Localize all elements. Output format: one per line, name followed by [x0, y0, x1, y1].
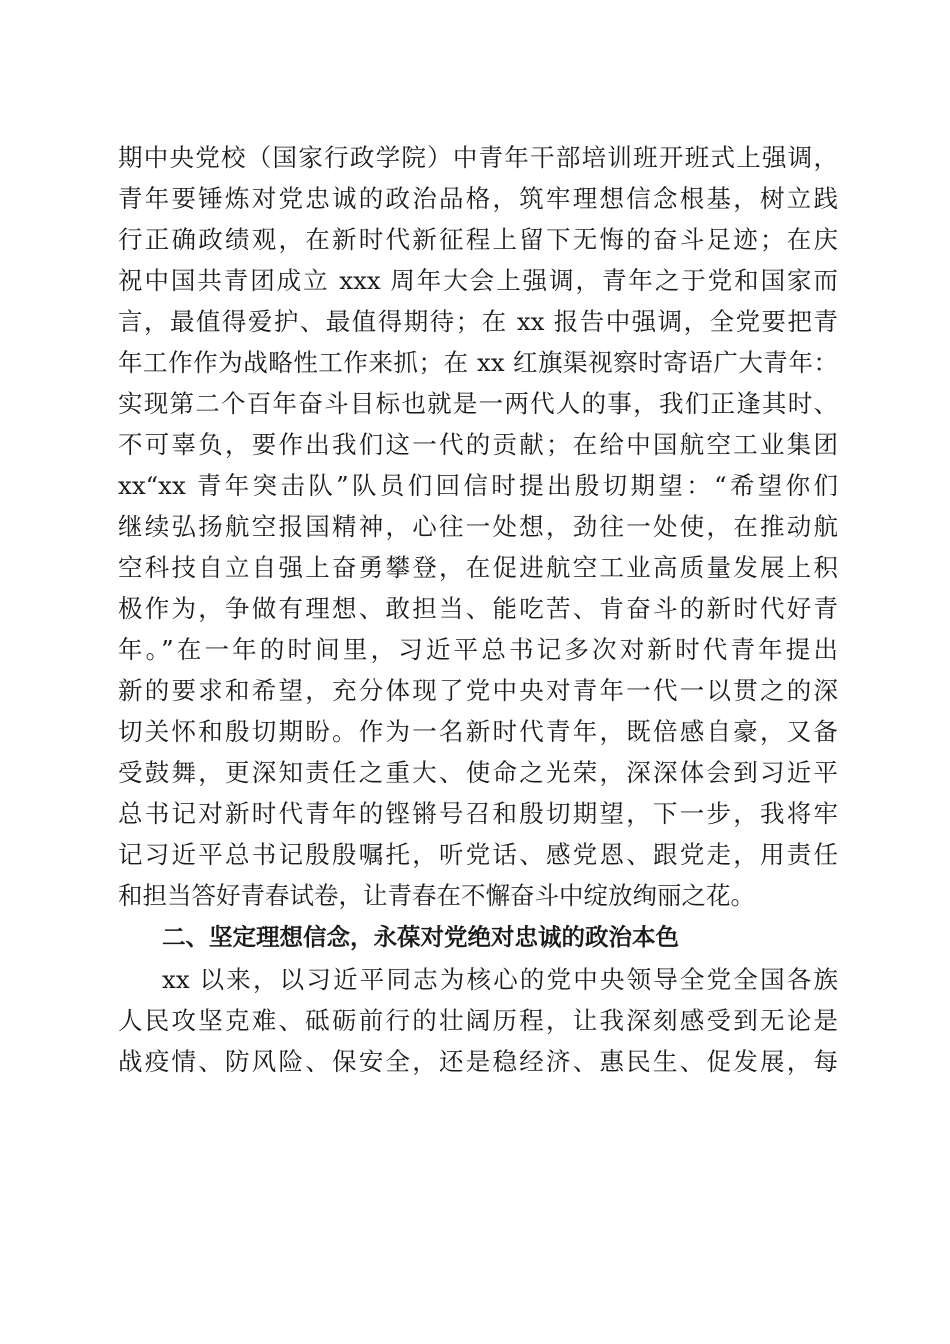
- document-body: [118, 137, 838, 1082]
- paragraph-line: 期中央党校（国家行政学院）中青年干部培训班开班式上强调，: [118, 143, 838, 172]
- paragraph-line: 空科技自立自强上奋勇攀登，在促进航空工业高质量发展上积: [118, 553, 838, 582]
- paragraph-line: 年工作作为战略性工作来抓；在 xx 红旗渠视察时寄语广大青年：: [118, 348, 838, 377]
- paragraph-line: 不可辜负，要作出我们这一代的贡献；在给中国航空工业集团: [118, 430, 838, 459]
- paragraph-line: 实现第二个百年奋斗目标也就是一两代人的事，我们正逢其时、: [118, 389, 838, 418]
- paragraph-line: 切关怀和殷切期盼。作为一名新时代青年，既倍感自豪，又备: [118, 717, 838, 746]
- section-heading: 二、坚定理想信念，永葆对党绝对忠诚的政治本色: [162, 923, 679, 951]
- paragraph-line: 言，最值得爱护、最值得期待；在 xx 报告中强调，全党要把青: [118, 307, 838, 336]
- paragraph-line: 总书记对新时代青年的铿锵号召和殷切期望，下一步，我将牢: [118, 799, 838, 828]
- paragraph-line: 新的要求和希望，充分体现了党中央对青年一代一以贯之的深: [118, 676, 838, 705]
- paragraph-line: 受鼓舞，更深知责任之重大、使命之光荣，深深体会到习近平: [118, 758, 838, 787]
- paragraph-line: xx 以来，以习近平同志为核心的党中央领导全党全国各族: [162, 965, 838, 994]
- paragraph-line: 祝中国共青团成立 xxx 周年大会上强调，青年之于党和国家而: [118, 266, 838, 295]
- paragraph-line: 和担当答好青春试卷，让青春在不懈奋斗中绽放绚丽之花。: [118, 881, 755, 910]
- paragraph-line: 记习近平总书记殷殷嘱托，听党话、感党恩、跟党走，用责任: [118, 840, 838, 869]
- paragraph-line: 人民攻坚克难、砥砺前行的壮阔历程，让我深刻感受到无论是: [118, 1006, 838, 1035]
- paragraph-line: 极作为，争做有理想、敢担当、能吃苦、肯奋斗的新时代好青: [118, 594, 838, 623]
- paragraph-line: 青年要锤炼对党忠诚的政治品格，筑牢理想信念根基，树立践: [118, 184, 838, 213]
- paragraph-line: 战疫情、防风险、保安全，还是稳经济、惠民生、促发展，每: [118, 1047, 838, 1076]
- paragraph-line: 继续弘扬航空报国精神，心往一处想，劲往一处使，在推动航: [118, 512, 838, 541]
- paragraph-2: [118, 959, 838, 1082]
- paragraph-line: 年。”在一年的时间里，习近平总书记多次对新时代青年提出: [118, 635, 838, 664]
- paragraph-line: xx“xx 青年突击队”队员们回信时提出殷切期望：“希望你们: [118, 471, 838, 500]
- paragraph-1: [118, 137, 838, 916]
- paragraph-line: 行正确政绩观，在新时代新征程上留下无悔的奋斗足迹；在庆: [118, 225, 838, 254]
